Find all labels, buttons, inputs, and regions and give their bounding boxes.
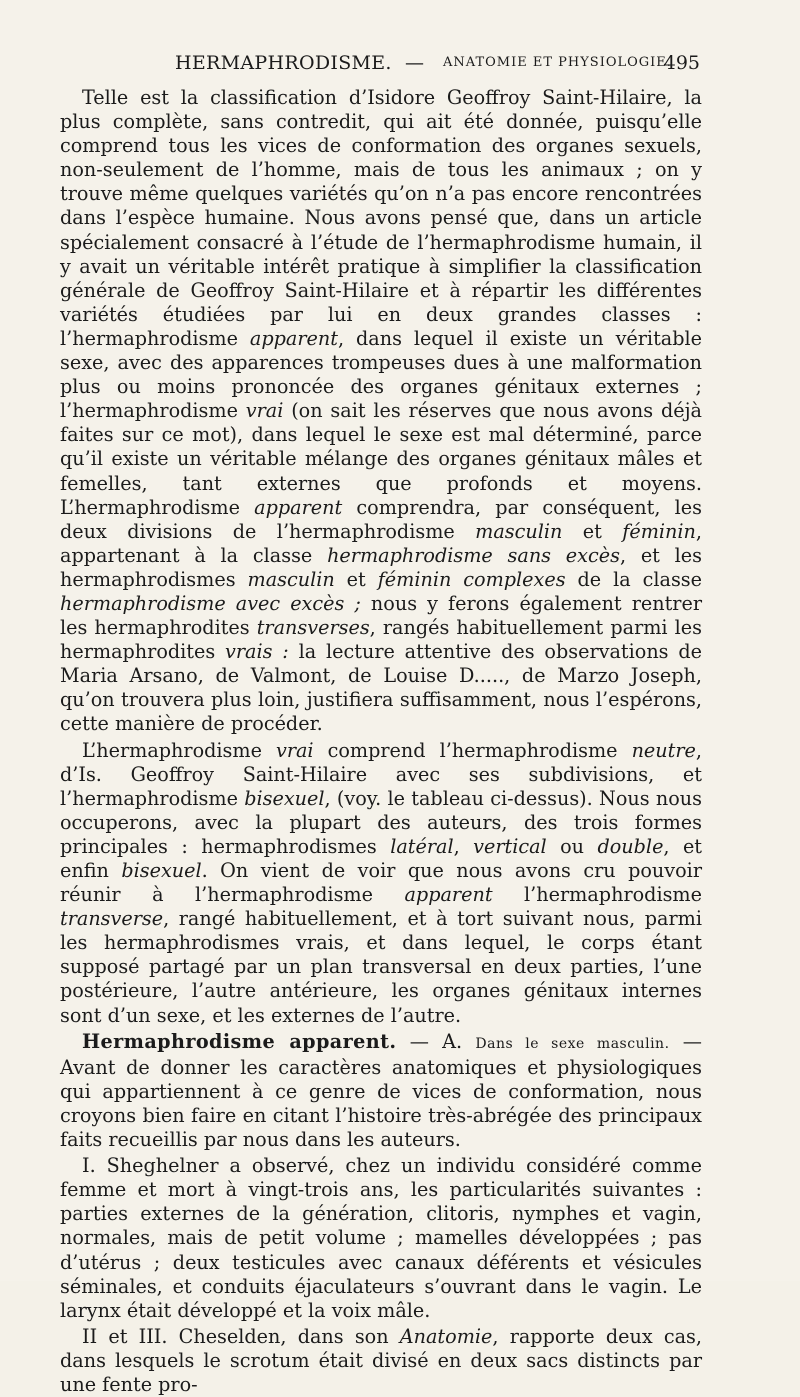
- header-dash: —: [405, 52, 424, 74]
- body-text: [60, 86, 702, 1397]
- italic-term: vrai: [245, 399, 284, 423]
- text-run: , d’Is. Geoffroy Saint-Hilaire avec ses subdivisions, et l’hermaphrodisme: [60, 738, 702, 810]
- italic-term: bisexuel: [244, 786, 325, 810]
- text-run: et: [334, 567, 378, 591]
- running-title: HERMAPHRODISME.: [175, 52, 392, 74]
- text-run: , et les hermaphrodismes: [60, 543, 702, 591]
- text-run: I. Sheghelner a observé, chez un individu considéré comme femme et mort à vingt-trois ans, les particularités suivantes : parties externes de la génération, clitoris, nymphes et vagin, normales, mais de petit volume ; mamelles développées ; pas d’utérus ; deux testicules avec canaux déférents et vésicules séminales, et conduits éjaculateurs s’ouvrant dans le vagin. Le larynx était développé et la voix mâle.: [60, 1154, 702, 1322]
- text-run: L’hermaphrodisme: [82, 738, 276, 762]
- text-run: la lecture attentive des observations de Maria Arsano, de Valmont, de Louise D....., de Marzo Joseph, qu’on trouvera plus loin, justifiera suffisamment, nous l’espérons, cette manière de procéder.: [60, 640, 702, 736]
- text-run: II et III. Cheselden, dans son: [82, 1324, 400, 1348]
- text-run: ,: [453, 834, 474, 858]
- page-number: 495: [663, 52, 700, 74]
- italic-term: transverses: [256, 616, 370, 640]
- paragraph-apparent-heading: [60, 1030, 702, 1152]
- section-heading: Hermaphrodisme apparent.: [82, 1029, 397, 1053]
- italic-term: hermaphrodisme sans excès: [327, 543, 620, 567]
- italic-term: transverse: [60, 907, 164, 931]
- text-run: nous y ferons également rentrer les hermaphrodites: [60, 591, 702, 640]
- text-run: . On vient de voir que nous avons cru pouvoir réunir à l’hermaphrodisme: [60, 859, 702, 907]
- text-run: , rapporte deux cas, dans lesquels le scrotum était divisé en deux sacs distincts par une fente pro-: [60, 1324, 703, 1396]
- text-run: ou: [546, 834, 598, 858]
- text-run: — A.: [396, 1029, 476, 1053]
- text-run: , rangés habituellement parmi les hermaphrodites: [60, 616, 702, 664]
- paragraph-classification: [60, 86, 702, 737]
- paragraph-case-1: [60, 1154, 702, 1323]
- subsection-heading: Dans le sexe masculin.: [475, 1035, 670, 1052]
- section-title: ANATOMIE ET PHYSIOLOGIE.: [443, 55, 672, 70]
- italic-term: apparent: [249, 326, 338, 350]
- italic-term: masculin: [475, 519, 563, 543]
- italic-term: apparent: [404, 883, 493, 907]
- text-run: comprendra, par conséquent, les deux divisions de l’hermaphrodisme: [60, 495, 702, 543]
- paragraph-vrai: [60, 739, 702, 1028]
- italic-term: latéral: [390, 834, 454, 858]
- text-run: , et enfin: [60, 834, 703, 882]
- italic-term: hermaphrodisme avec excès ;: [60, 591, 361, 615]
- text-run: comprend l’hermaphrodisme: [313, 738, 632, 762]
- running-header: [60, 52, 700, 78]
- italic-term: double: [597, 834, 664, 858]
- italic-term: Anatomie: [399, 1324, 493, 1348]
- text-run: Telle est la classification d’Isidore Geoffroy Saint-Hilaire, la plus complète, sans contredit, qui ait été donnée, puisqu’elle comprend tous les vices de conformation des organes sexuels, non-seulement de l’homme, mais de tous les animaux ; on y trouve même quelques variétés qu’on n’a pas encore rencontrées dans l’espèce humaine. Nous avons pensé que, dans un article spécialement consacré à l’étude de l’hermaphrodisme humain, il y avait un véritable intérêt pratique à simplifier la classification générale de Geoffroy Saint-Hilaire et à répartir les différentes variétés étudiées par lui en deux grandes classes : l’hermaphrodisme: [60, 86, 702, 350]
- italic-term: féminin: [622, 519, 696, 543]
- text-run: de la classe: [565, 567, 703, 591]
- italic-term: vertical: [473, 834, 547, 858]
- paragraph-case-2-3: [60, 1325, 702, 1397]
- italic-term: vrais :: [225, 640, 289, 664]
- italic-term: apparent: [254, 495, 343, 519]
- italic-term: vrai: [275, 738, 314, 762]
- text-run: , dans lequel il existe un véritable sexe, avec des apparences trompeuses dues à une malformation plus ou moins prononcée des organes génitaux externes ; l’hermaphrodisme: [60, 326, 702, 423]
- italic-term: féminin complexes: [377, 567, 566, 591]
- italic-term: bisexuel: [121, 859, 202, 882]
- text-run: — Avant de donner les caractères anatomiques et physiologiques qui appartiennent à ce genre de vices de conformation, nous croyons bien faire en citant l’histoire très-abrégée des principaux faits recueillis par nous dans les auteurs.: [60, 1029, 702, 1152]
- text-run: , appartenant à la classe: [60, 519, 703, 567]
- text-run: l’hermaphrodisme: [492, 883, 702, 907]
- italic-term: masculin: [247, 567, 335, 591]
- text-run: (on sait les réserves que nous avons déjà faites sur ce mot), dans lequel le sexe est mal déterminé, parce qu’il existe un véritable mélange des organes génitaux mâles et femelles, tant externes que profonds et moyens. L’hermaphrodisme: [60, 399, 702, 519]
- italic-term: neutre: [631, 738, 696, 762]
- text-run: , rangé habituellement, et à tort suivant nous, parmi les hermaphrodismes vrais, et dans lequel, le corps étant supposé partagé par un plan transversal en deux parties, l’une postérieure, l’autre antérieure, les organes génitaux internes sont d’un sexe, et les externes de l’autre.: [60, 907, 702, 1027]
- text-run: et: [562, 519, 623, 543]
- text-run: , (voy. le tableau ci-dessus). Nous nous occuperons, avec la plupart des auteurs, des trois formes principales : hermaphrodismes: [60, 786, 702, 858]
